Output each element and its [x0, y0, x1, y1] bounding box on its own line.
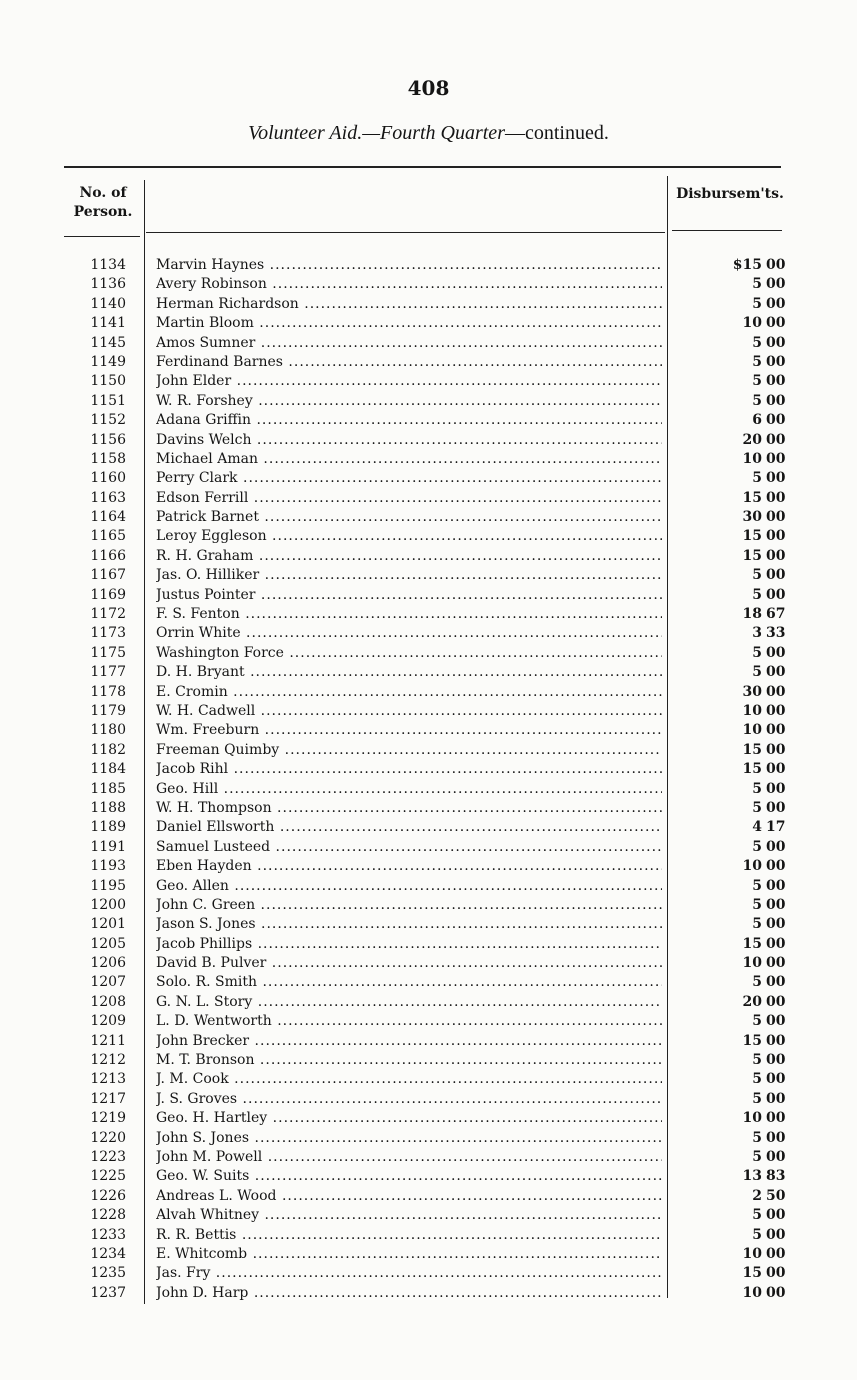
table-row [0, 1206, 857, 1225]
person-name: R. H. Graham ..... [156, 547, 662, 566]
amount-dollars: 5 [752, 838, 762, 855]
person-name: J. S. Groves ..... [156, 1090, 662, 1109]
amount-dollars: 18 [742, 606, 762, 623]
amount-dollars: 10 [742, 702, 762, 719]
person-number: 1237 [90, 1284, 126, 1301]
amount-cents: 00 [766, 528, 786, 545]
amount-cents: 00 [766, 1207, 786, 1224]
person-name: Herman Richardson ..... [156, 295, 662, 314]
table-row [0, 547, 857, 566]
amount-dollars: 30 [742, 683, 762, 700]
amount-dollars: 5 [752, 373, 762, 390]
amount-cents: 00 [766, 974, 786, 991]
amount-dollars: 2 [752, 1187, 762, 1204]
person-number: 1209 [90, 1013, 126, 1030]
table-row [0, 586, 857, 605]
ledger-table [0, 256, 857, 1303]
person-number: 1163 [90, 489, 126, 506]
table-row [0, 799, 857, 818]
table-row [0, 1264, 857, 1283]
table-row [0, 1167, 857, 1186]
person-name: D. H. Bryant ..... [156, 663, 662, 682]
person-name: W. H. Cadwell ..... [156, 702, 662, 721]
person-name: Eben Hayden ..... [156, 857, 662, 876]
table-row [0, 973, 857, 992]
header-rule-right [672, 230, 782, 231]
person-number: 1225 [90, 1168, 126, 1185]
amount-cents: 00 [766, 644, 786, 661]
amount-dollars: 15 [742, 741, 762, 758]
person-number: 1178 [90, 683, 126, 700]
person-number: 1180 [90, 722, 126, 739]
table-row [0, 527, 857, 546]
person-number: 1184 [90, 761, 126, 778]
amount-dollars: 10 [742, 450, 762, 467]
person-name: John D. Harp ..... [156, 1284, 662, 1303]
person-name: Patrick Barnet ..... [156, 508, 662, 527]
amount-cents: 00 [766, 896, 786, 913]
person-number: 1145 [90, 334, 126, 351]
amount-cents: 00 [766, 858, 786, 875]
person-name: Daniel Ellsworth ..... [156, 818, 662, 837]
amount-cents: 00 [766, 1110, 786, 1127]
person-name: Avery Robinson ..... [156, 275, 662, 294]
table-row [0, 353, 857, 372]
table-row [0, 256, 857, 275]
amount-dollars: 5 [752, 1148, 762, 1165]
person-name: R. R. Bettis ..... [156, 1226, 662, 1245]
amount-cents: 00 [766, 664, 786, 681]
table-row [0, 993, 857, 1012]
person-number: 1206 [90, 955, 126, 972]
amount-dollars: 5 [752, 295, 762, 312]
amount-dollars: 15 [742, 1032, 762, 1049]
person-name: Leroy Eggleson ..... [156, 527, 662, 546]
amount-cents: 00 [766, 276, 786, 293]
person-number: 1149 [90, 353, 126, 370]
table-row [0, 314, 857, 333]
amount-dollars: 5 [752, 644, 762, 661]
table-row [0, 469, 857, 488]
amount-dollars: 10 [742, 315, 762, 332]
table-row [0, 644, 857, 663]
amount-dollars: 15 [742, 761, 762, 778]
person-name: Jason S. Jones ..... [156, 915, 662, 934]
person-name: John M. Powell ..... [156, 1148, 662, 1167]
table-row [0, 295, 857, 314]
amount-cents: 00 [766, 257, 786, 273]
table-row [0, 1070, 857, 1089]
amount-cents: 00 [766, 761, 786, 778]
person-name: Jas. Fry ..... [156, 1264, 662, 1283]
person-name: Amos Sumner ..... [156, 334, 662, 353]
person-name: Adana Griffin ..... [156, 411, 662, 430]
person-number: 1140 [90, 295, 126, 312]
amount-cents: 67 [766, 606, 786, 623]
table-row [0, 605, 857, 624]
amount-cents: 00 [766, 780, 786, 797]
table-row [0, 818, 857, 837]
amount-dollars: 5 [752, 276, 762, 293]
person-name: Jacob Phillips ..... [156, 935, 662, 954]
person-name: M. T. Bronson ..... [156, 1051, 662, 1070]
amount-dollars: 5 [752, 1090, 762, 1107]
amount-cents: 00 [766, 741, 786, 758]
amount-dollars: 5 [752, 567, 762, 584]
person-number: 1179 [90, 702, 126, 719]
table-row [0, 780, 857, 799]
amount-dollars: 15 [742, 489, 762, 506]
person-name: Samuel Lusteed ..... [156, 838, 662, 857]
amount-cents: 00 [766, 877, 786, 894]
table-row [0, 896, 857, 915]
table-row [0, 1109, 857, 1128]
amount-cents: 00 [766, 1071, 786, 1088]
amount-cents: 00 [766, 431, 786, 448]
table-row [0, 1090, 857, 1109]
person-name: Perry Clark ..... [156, 469, 662, 488]
amount-cents: 00 [766, 916, 786, 933]
amount-dollars: 5 [752, 916, 762, 933]
person-number: 1228 [90, 1207, 126, 1224]
amount-dollars: $15 [732, 257, 762, 273]
table-row [0, 450, 857, 469]
person-number: 1233 [90, 1226, 126, 1243]
person-name: John Brecker ..... [156, 1032, 662, 1051]
amount-dollars: 10 [742, 955, 762, 972]
amount-dollars: 3 [752, 625, 762, 642]
amount-dollars: 15 [742, 547, 762, 564]
amount-cents: 00 [766, 295, 786, 312]
person-number: 1156 [90, 431, 126, 448]
table-row [0, 1129, 857, 1148]
amount-dollars: 15 [742, 528, 762, 545]
person-number: 1207 [90, 974, 126, 991]
amount-cents: 00 [766, 722, 786, 739]
person-number: 1166 [90, 547, 126, 564]
person-name: David B. Pulver ..... [156, 954, 662, 973]
amount-cents: 00 [766, 1090, 786, 1107]
amount-dollars: 5 [752, 392, 762, 409]
person-number: 1193 [90, 858, 126, 875]
person-name: John S. Jones ..... [156, 1129, 662, 1148]
table-row [0, 954, 857, 973]
table-row [0, 877, 857, 896]
person-name: Freeman Quimby ..... [156, 741, 662, 760]
header-rule-left [64, 236, 140, 237]
table-row [0, 489, 857, 508]
amount-cents: 83 [766, 1168, 786, 1185]
person-name: W. R. Forshey ..... [156, 392, 662, 411]
table-row [0, 1148, 857, 1167]
person-name: Martin Bloom ..... [156, 314, 662, 333]
amount-dollars: 5 [752, 1052, 762, 1069]
table-row [0, 741, 857, 760]
heading-dash: — [504, 122, 525, 144]
person-number: 1185 [90, 780, 126, 797]
amount-cents: 00 [766, 470, 786, 487]
amount-cents: 00 [766, 412, 786, 429]
person-number: 1172 [90, 606, 126, 623]
amount-dollars: 5 [752, 664, 762, 681]
header-rule-middle [146, 232, 665, 233]
amount-dollars: 15 [742, 935, 762, 952]
person-name: Geo. Allen ..... [156, 877, 662, 896]
person-number: 1136 [90, 276, 126, 293]
amount-dollars: 10 [742, 1245, 762, 1262]
amount-cents: 00 [766, 489, 786, 506]
amount-dollars: 5 [752, 470, 762, 487]
amount-cents: 00 [766, 993, 786, 1010]
person-name: W. H. Thompson ..... [156, 799, 662, 818]
amount-cents: 00 [766, 683, 786, 700]
person-name: L. D. Wentworth ..... [156, 1012, 662, 1031]
amount-dollars: 20 [742, 993, 762, 1010]
amount-cents: 00 [766, 1013, 786, 1030]
amount-cents: 00 [766, 838, 786, 855]
amount-dollars: 4 [752, 819, 762, 836]
person-name: Washington Force ..... [156, 644, 662, 663]
amount-cents: 17 [766, 819, 786, 836]
person-name: John C. Green ..... [156, 896, 662, 915]
table-row [0, 1226, 857, 1245]
person-name: Wm. Freeburn ..... [156, 721, 662, 740]
amount-dollars: 5 [752, 1207, 762, 1224]
table-row [0, 1245, 857, 1264]
amount-dollars: 10 [742, 722, 762, 739]
top-rule [64, 166, 781, 168]
person-number: 1201 [90, 916, 126, 933]
table-row [0, 935, 857, 954]
amount-cents: 00 [766, 547, 786, 564]
column-header-number [62, 184, 144, 222]
amount-dollars: 5 [752, 1071, 762, 1088]
person-name: Geo. W. Suits ..... [156, 1167, 662, 1186]
amount-cents: 00 [766, 334, 786, 351]
person-name: John Elder ..... [156, 372, 662, 391]
amount-dollars: 20 [742, 431, 762, 448]
person-number: 1150 [90, 373, 126, 390]
amount-dollars: 10 [742, 858, 762, 875]
person-number: 1200 [90, 896, 126, 913]
person-number: 1188 [90, 799, 126, 816]
person-name: Orrin White ..... [156, 624, 662, 643]
person-name: G. N. L. Story ..... [156, 993, 662, 1012]
table-row [0, 624, 857, 643]
table-row [0, 372, 857, 391]
amount-dollars: 13 [742, 1168, 762, 1185]
person-name: Jas. O. Hilliker ..... [156, 566, 662, 585]
amount-cents: 00 [766, 1226, 786, 1243]
amount-dollars: 5 [752, 896, 762, 913]
amount-dollars: 10 [742, 1110, 762, 1127]
person-number: 1152 [90, 412, 126, 429]
person-number: 1211 [90, 1032, 126, 1049]
person-number: 1167 [90, 567, 126, 584]
person-name: Davins Welch ..... [156, 431, 662, 450]
amount-dollars: 5 [752, 877, 762, 894]
person-number: 1234 [90, 1245, 126, 1262]
person-number: 1165 [90, 528, 126, 545]
person-number: 1141 [90, 315, 126, 332]
person-number: 1160 [90, 470, 126, 487]
page-heading [0, 122, 857, 145]
amount-dollars: 5 [752, 334, 762, 351]
person-name: Geo. H. Hartley ..... [156, 1109, 662, 1128]
page-number: 408 [407, 76, 450, 100]
person-name: Edson Ferrill ..... [156, 489, 662, 508]
table-row [0, 683, 857, 702]
table-row [0, 857, 857, 876]
amount-cents: 00 [766, 955, 786, 972]
person-name: E. Whitcomb ..... [156, 1245, 662, 1264]
amount-cents: 33 [766, 625, 786, 642]
amount-cents: 00 [766, 799, 786, 816]
person-number: 1195 [90, 877, 126, 894]
person-number: 1235 [90, 1265, 126, 1282]
person-number: 1217 [90, 1090, 126, 1107]
amount-dollars: 15 [742, 1265, 762, 1282]
person-name: Justus Pointer ..... [156, 586, 662, 605]
amount-cents: 00 [766, 353, 786, 370]
person-number: 1134 [90, 257, 126, 273]
table-row [0, 760, 857, 779]
amount-dollars: 10 [742, 1284, 762, 1301]
amount-cents: 00 [766, 1032, 786, 1049]
table-row [0, 1284, 857, 1303]
table-row [0, 431, 857, 450]
person-name: Jacob Rihl ..... [156, 760, 662, 779]
person-number: 1189 [90, 819, 126, 836]
person-number: 1212 [90, 1052, 126, 1069]
table-row [0, 915, 857, 934]
person-name: F. S. Fenton ..... [156, 605, 662, 624]
person-number: 1175 [90, 644, 126, 661]
amount-cents: 00 [766, 509, 786, 526]
person-name: Solo. R. Smith ..... [156, 973, 662, 992]
person-name: Geo. Hill ..... [156, 780, 662, 799]
table-row [0, 1187, 857, 1206]
person-name: Andreas L. Wood ..... [156, 1187, 662, 1206]
person-name: E. Cromin ..... [156, 683, 662, 702]
table-row [0, 1032, 857, 1051]
amount-cents: 00 [766, 373, 786, 390]
table-row [0, 392, 857, 411]
column-header-disbursements: Disbursem'ts. [676, 186, 784, 202]
table-row [0, 1012, 857, 1031]
amount-cents: 00 [766, 567, 786, 584]
amount-dollars: 6 [752, 412, 762, 429]
amount-cents: 00 [766, 315, 786, 332]
table-row [0, 334, 857, 353]
amount-dollars: 5 [752, 353, 762, 370]
amount-cents: 00 [766, 1052, 786, 1069]
person-number: 1219 [90, 1110, 126, 1127]
person-number: 1169 [90, 586, 126, 603]
amount-cents: 00 [766, 1245, 786, 1262]
heading-continued: continued. [524, 122, 609, 144]
table-row [0, 702, 857, 721]
table-row [0, 663, 857, 682]
amount-cents: 50 [766, 1187, 786, 1204]
amount-dollars: 5 [752, 1013, 762, 1030]
table-row [0, 275, 857, 294]
amount-cents: 00 [766, 935, 786, 952]
amount-cents: 00 [766, 1129, 786, 1146]
column-header-number-line2: Person. [73, 204, 133, 220]
amount-dollars: 5 [752, 586, 762, 603]
amount-cents: 00 [766, 586, 786, 603]
heading-title: Volunteer Aid.—Fourth Quarter [248, 122, 505, 144]
amount-cents: 00 [766, 450, 786, 467]
table-row [0, 838, 857, 857]
amount-dollars: 30 [742, 509, 762, 526]
table-row [0, 508, 857, 527]
person-name: Ferdinand Barnes ..... [156, 353, 662, 372]
person-number: 1226 [90, 1187, 126, 1204]
person-name: J. M. Cook ..... [156, 1070, 662, 1089]
person-name: Michael Aman ..... [156, 450, 662, 469]
amount-cents: 00 [766, 1148, 786, 1165]
column-header-number-line1: No. of [79, 185, 127, 201]
amount-dollars: 5 [752, 1129, 762, 1146]
person-number: 1191 [90, 838, 126, 855]
person-number: 1223 [90, 1148, 126, 1165]
person-name: Marvin Haynes ..... [156, 256, 662, 275]
amount-cents: 00 [766, 1284, 786, 1301]
person-number: 1164 [90, 509, 126, 526]
person-number: 1213 [90, 1071, 126, 1088]
table-row [0, 411, 857, 430]
person-number: 1173 [90, 625, 126, 642]
person-number: 1182 [90, 741, 126, 758]
table-row [0, 721, 857, 740]
amount-dollars: 5 [752, 799, 762, 816]
person-number: 1205 [90, 935, 126, 952]
person-number: 1158 [90, 450, 126, 467]
person-number: 1208 [90, 993, 126, 1010]
table-row [0, 1051, 857, 1070]
amount-dollars: 5 [752, 974, 762, 991]
table-row [0, 566, 857, 585]
person-number: 1177 [90, 664, 126, 681]
amount-cents: 00 [766, 702, 786, 719]
person-name: Alvah Whitney ..... [156, 1206, 662, 1225]
amount-cents: 00 [766, 1265, 786, 1282]
person-number: 1220 [90, 1129, 126, 1146]
amount-dollars: 5 [752, 1226, 762, 1243]
amount-cents: 00 [766, 392, 786, 409]
person-number: 1151 [90, 392, 126, 409]
amount-dollars: 5 [752, 780, 762, 797]
